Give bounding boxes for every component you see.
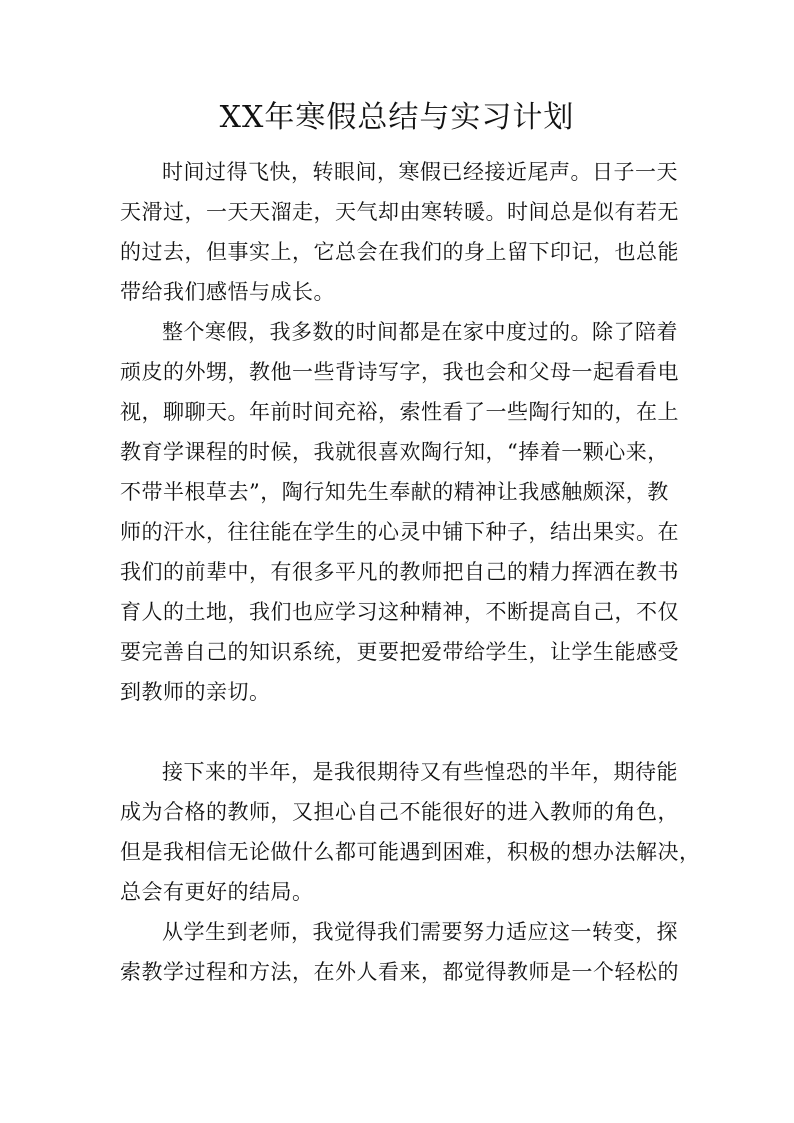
text-line: 不带半根草去”，陶行知先生奉献的精神让我感触颇深，教	[120, 480, 669, 504]
document-body	[120, 152, 701, 992]
text-line: 总会有更好的结局。	[120, 880, 314, 904]
text-line: 时间过得飞快，转眼间，寒假已经接近尾声。日子一天	[162, 160, 678, 184]
paragraph-3	[120, 752, 701, 912]
text-line: 索教学过程和方法，在外人看来，都觉得教师是一个轻松的	[120, 960, 679, 984]
text-line: 要完善自己的知识系统，更要把爱带给学生，让学生能感受	[120, 640, 679, 664]
paragraph-4	[120, 912, 679, 992]
text-line: 接下来的半年，是我很期待又有些惶恐的半年，期待能	[162, 760, 678, 784]
text-line: 视，聊聊天。年前时间充裕，索性看了一些陶行知的，在上	[120, 400, 679, 424]
page-title: XX年寒假总结与实习计划	[219, 100, 575, 135]
paragraph-1	[120, 152, 679, 312]
text-line: 教育学课程的时候，我就很喜欢陶行知，“捧着一颗心来，	[120, 440, 669, 464]
text-line: 我们的前辈中，有很多平凡的教师把自己的精力挥洒在教书	[120, 560, 679, 584]
text-line: 育人的土地，我们也应学习这种精神，不断提高自己，不仅	[120, 600, 679, 624]
paragraph-2	[120, 312, 679, 712]
paragraph-gap	[120, 712, 676, 752]
text-line: 整个寒假，我多数的时间都是在家中度过的。除了陪着	[162, 320, 678, 344]
text-line: 天滑过，一天天溜走，天气却由寒转暖。时间总是似有若无	[120, 200, 679, 224]
text-line: 但是我相信无论做什么都可能遇到困难，积极的想办法解决，	[120, 840, 701, 864]
text-line: 师的汗水，往往能在学生的心灵中铺下种子，结出果实。在	[120, 520, 679, 544]
text-line: 成为合格的教师，又担心自己不能很好的进入教师的角色，	[120, 800, 679, 824]
text-line: 的过去，但事实上，它总会在我们的身上留下印记，也总能	[120, 240, 679, 264]
text-line: 顽皮的外甥，教他一些背诗写字，我也会和父母一起看看电	[120, 360, 679, 384]
text-line: 带给我们感悟与成长。	[120, 280, 335, 304]
text-line: 从学生到老师，我觉得我们需要努力适应这一转变，探	[162, 920, 678, 944]
text-line: 到教师的亲切。	[120, 680, 271, 704]
